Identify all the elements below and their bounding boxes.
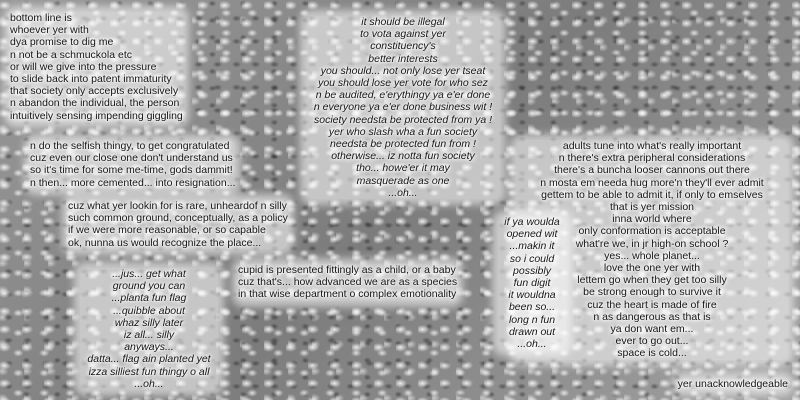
text-line: ...quibble about (113, 304, 185, 317)
text-line: ok, nunna us would recognize the place... (68, 236, 262, 249)
text-line: cuz the heart is made of fire (587, 298, 717, 311)
text-line: cupid is presented fittingly as a child, or a baby (238, 264, 456, 276)
text-line: so it's time for some me-time, gods dammit! (30, 164, 233, 177)
signature-text: yer unacknowledgeable (677, 378, 788, 390)
text-line: whoever yer with (10, 24, 89, 37)
text-line: fun digit (513, 277, 551, 290)
text-line: n be audited, e'erythingy ya e'er done (315, 89, 491, 102)
text-line: yes... whole planet... (604, 249, 700, 262)
text-line: yer who slash wha a fun society (328, 125, 478, 138)
bottom-line-text-block (10, 12, 183, 122)
text-line: or will we give into the pressure (10, 60, 157, 73)
text-line: ya don want em... (610, 323, 694, 336)
text-line: been so... (508, 301, 556, 314)
text-line: society needsta be protected from ya ! (313, 113, 492, 126)
text-line: ...planta fun flag (111, 292, 187, 305)
text-line: ...oh... (134, 377, 164, 390)
text-line: opened wit (506, 228, 558, 241)
text-line: ...oh... (388, 186, 418, 199)
text-line: needsta be protected fun from ! (330, 138, 476, 151)
text-line: possibly (513, 264, 551, 277)
text-line: cuz what yer lookin for is rare, unheardof n silly (68, 200, 287, 212)
text-line: inna world where (612, 213, 692, 226)
jus-text-block (80, 268, 218, 390)
text-line: you should lose yer vote for who sez (318, 77, 488, 90)
text-line: only conformation is acceptable (578, 225, 726, 238)
text-line: that society only accepts exclusively (10, 85, 179, 98)
illegal-text-block (306, 16, 500, 199)
text-line: intuitively sensing impending giggling (10, 109, 183, 122)
signature (678, 378, 788, 390)
text-line: n mosta em needa hug more'n they'll ever admit (540, 176, 764, 189)
text-line: in that wise department o complex emotionality (238, 288, 457, 301)
text-line: you should... not only lose yer tseat (320, 64, 486, 77)
text-line: ground you can (112, 280, 186, 293)
text-line: that is yer mission (609, 201, 695, 214)
text-line: lettem go when they get too silly (577, 274, 727, 287)
text-line: ...jus... get what (112, 268, 186, 280)
text-line: so i could (509, 252, 555, 265)
text-line: dya promise to dig me (10, 36, 114, 49)
text-line: tho... howe'er it may (356, 162, 450, 175)
text-line: anyways... (124, 341, 174, 354)
text-line: to slide back into patent immaturity (10, 73, 172, 86)
text-line: n everyone ya e'er done business wit ! (313, 101, 493, 114)
text-line: iz all... silly (123, 329, 175, 342)
text-line: bottom line is (10, 12, 72, 24)
text-line: love the one yer with (603, 262, 701, 275)
text-line: better interests (368, 52, 438, 65)
text-line: n not be a schmuckola etc (10, 48, 132, 61)
text-line: masquerade as one (356, 174, 450, 187)
text-line: whaz silly later (114, 316, 184, 329)
text-line: long n fun (508, 313, 556, 326)
text-line: adults tune into what's really important (562, 140, 742, 152)
woulda-text-block (498, 216, 566, 350)
text-line: n then... more cemented... into resignation... (30, 176, 236, 189)
text-line: n do the selfish thingy, to get congratulated (30, 140, 230, 152)
selfish-thingy-text-block (30, 140, 235, 189)
text-line: it should be illegal (361, 16, 445, 28)
text-line: n abandon the individual, the person (10, 97, 180, 110)
text-line: gettem to be able to admit it, if only to emselves (541, 188, 763, 201)
rare-text-block (68, 200, 288, 249)
text-line: ...oh... (517, 338, 547, 351)
text-line: otherwise... iz notta fun society (331, 150, 475, 163)
text-line: datta... flag ain planted yet (87, 353, 211, 366)
text-line: if ya woulda (504, 216, 560, 228)
cupid-text-block (238, 264, 457, 301)
text-line: n as dangerous as that is (593, 310, 711, 323)
text-line: cuz even our close one don't understand us (30, 152, 233, 165)
text-line: drawn out (508, 325, 556, 338)
text-line: ever to go out... (615, 335, 689, 348)
text-line: what're we, in jr high-on school ? (575, 237, 729, 250)
text-line: constituency's (370, 40, 436, 53)
text-line: if we were more reasonable, or so capable (68, 224, 266, 237)
text-line: ...makin it (509, 240, 555, 253)
text-line: cuz that's... how advanced we are as a species (238, 276, 458, 289)
text-line: such common ground, conceptually, as a policy (68, 212, 288, 225)
text-line: to vota against yer (360, 28, 446, 41)
text-line: n there's extra peripheral considerations (558, 152, 746, 165)
text-line: space is cold... (617, 347, 687, 360)
text-line: be strong enough to survive it (583, 286, 721, 299)
text-line: it wouldna (508, 289, 556, 302)
text-line: there's a buncha looser cannons out there (554, 164, 750, 177)
text-line: izza silliest fun thingy o all (88, 365, 210, 378)
